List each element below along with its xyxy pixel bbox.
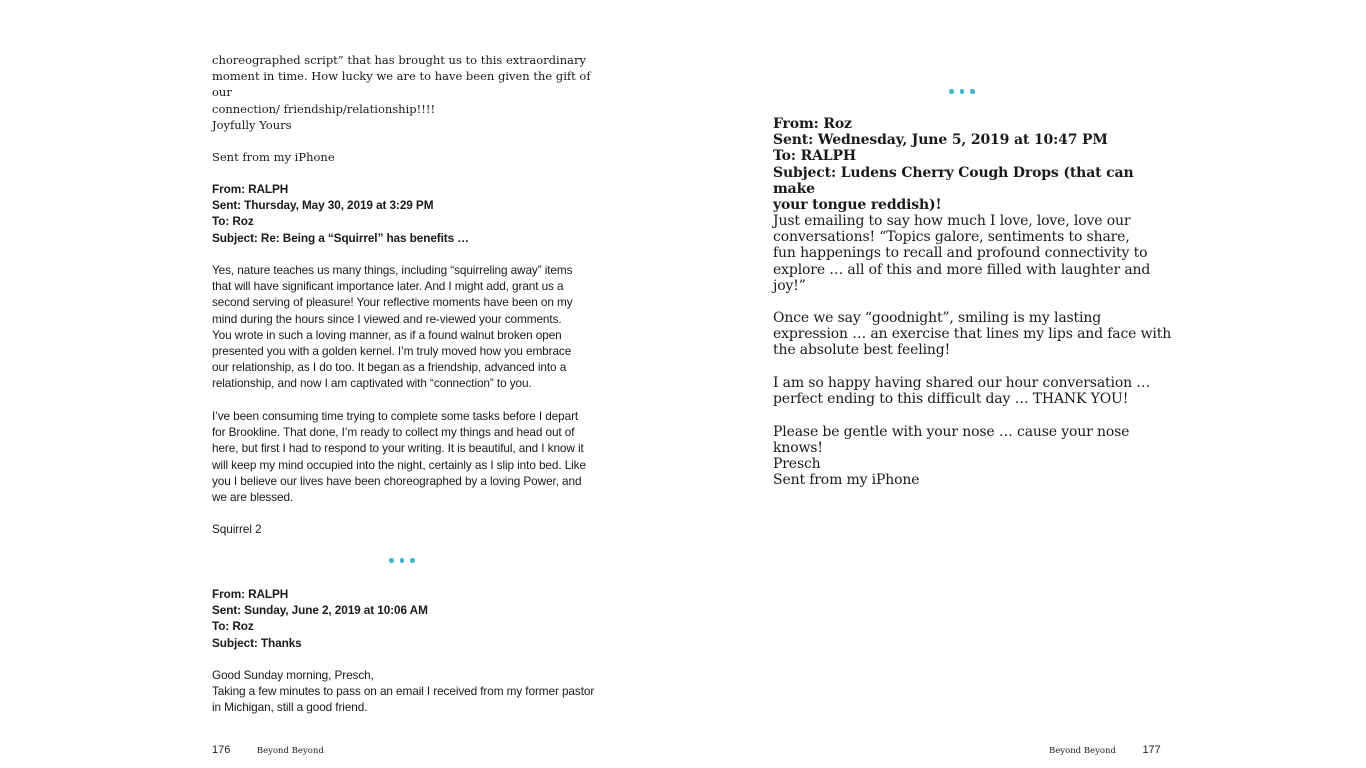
email-from: From: RALPH	[212, 182, 289, 196]
email-body-paragraph: Yes, nature teaches us many things, including “squirreling away” items that will have significant importance later. And I might add, grant us a second serving of pleasure! Your reflective moments have been on my mind during the hours since I viewed and re-viewed your comments. You wrote in such a loving manner, as if a found walnut broken open presented you with a golden kernel. I’m truly moved how you embrace our relationship, as I do too. It began as a friendship, advanced into a relationship, and now I am captivated with “connection” to you.	[212, 263, 573, 391]
email-from: From: Roz	[773, 116, 852, 132]
email-body-paragraph: Once we say “goodnight”, smiling is my lasting expression … an exercise that lines my lips and face with the absolute best feeling!	[773, 310, 1172, 359]
email-sent: Sent: Wednesday, June 5, 2019 at 10:47 PM	[773, 132, 1108, 149]
ornament-dot	[400, 558, 405, 563]
email-body-paragraph: Please be gentle with your nose … cause your nose knows! Presch	[773, 424, 1130, 473]
email-body-paragraph: Just emailing to say how much I love, love, love our conversations! “Topics galore, sentiments to share, fun happenings to recall and profound connectivity to explore … all of this and more filled with laughter and joy!”	[773, 213, 1151, 294]
right-page	[773, 0, 1172, 768]
email-header-1	[212, 181, 469, 246]
intro-paragraph: choreographed script” that has brought us to this extraordinary moment in time. How lucky we are to have been given the gift of our connection/ friendship/relationship!!!!	[212, 53, 591, 116]
email-sent: Sent: Sunday, June 2, 2019 at 10:06 AM	[212, 603, 428, 618]
ornament-dot	[949, 89, 954, 94]
email-subject: Subject: Ludens Cherry Cough Drops (that can make your tongue reddish)!	[773, 164, 1134, 214]
email-from: From: RALPH	[212, 587, 289, 601]
email-subject: Subject: Re: Being a “Squirrel” has benefits …	[212, 230, 469, 245]
email-to: To: Roz	[212, 214, 254, 229]
email-signature: Squirrel 2	[212, 522, 262, 536]
email-body-paragraph: I’ve been consuming time trying to complete some tasks before I depart for Brookline. That done, I’m ready to collect my things and head out of here, but first I had to respond to your writing. It is beautiful, and I know it will keep my mind occupied into the night, certainly as I slip into bed. Like you I believe our lives have been choreographed by a loving Power, and we are blessed.	[212, 409, 586, 505]
running-title: Beyond Beyond	[1049, 746, 1116, 756]
ornament-dot	[960, 89, 965, 94]
ornament-dot	[410, 558, 415, 563]
email-header-2	[212, 586, 428, 651]
email-subject: Subject: Thanks	[212, 635, 302, 650]
left-footer	[212, 744, 324, 756]
section-divider-ornament	[389, 558, 415, 563]
right-footer	[1049, 744, 1161, 756]
email-header-3	[773, 116, 1163, 213]
section-divider-ornament	[949, 89, 975, 94]
ornament-dot	[970, 89, 975, 94]
running-title: Beyond Beyond	[256, 746, 324, 756]
page-number: 177	[1142, 744, 1161, 756]
email-body-paragraph: I am so happy having shared our hour conversation … perfect ending to this difficult day … THANK YOU!	[773, 375, 1151, 408]
left-page	[212, 0, 602, 768]
email-sent: Sent: Thursday, May 30, 2019 at 3:29 PM	[212, 198, 434, 213]
email-to: To: RALPH	[773, 148, 856, 165]
page-number: 176	[212, 744, 231, 756]
signoff: Joyfully Yours	[212, 118, 292, 132]
sent-from-iphone: Sent from my iPhone	[212, 150, 335, 164]
email-body-paragraph: Good Sunday morning, Presch, Taking a few minutes to pass on an email I received from my former pastor in Michigan, still a good friend.	[212, 668, 595, 715]
ornament-dot	[389, 558, 394, 563]
email-to: To: Roz	[212, 619, 254, 634]
sent-from-iphone: Sent from my iPhone	[773, 472, 920, 488]
